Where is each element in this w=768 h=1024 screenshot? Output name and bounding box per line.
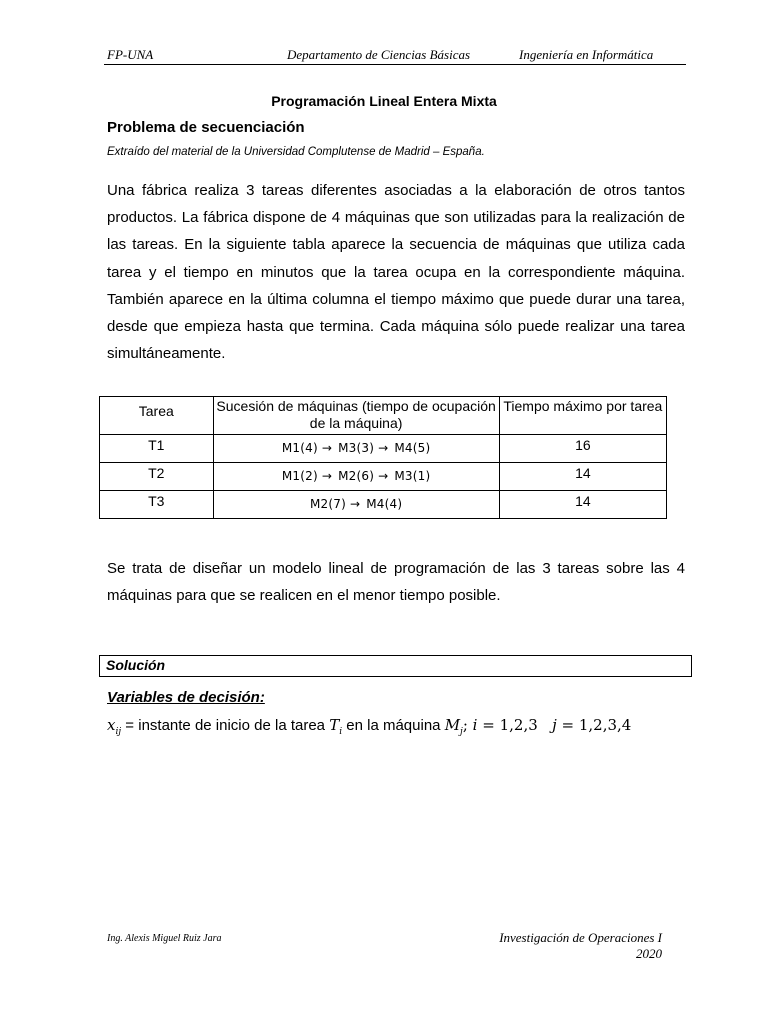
machine-sequence: M1(4) → M3(3) → M4(5) <box>281 441 431 455</box>
max-time-cell: 14 <box>499 491 666 519</box>
intro-line: desde que empieza hasta que termina. Cada máquina sólo puede realizar una tarea <box>107 317 685 335</box>
header-program: Ingeniería en Informática <box>519 47 654 62</box>
arrow-right-icon: → <box>321 441 333 455</box>
header-max-time: Tiempo máximo por tarea <box>499 397 666 435</box>
header-department: Departamento de Ciencias Básicas <box>287 47 471 62</box>
objective-line: máquinas para que se realicen en el menor tiempo posible. <box>107 587 501 605</box>
task-cell: T1 <box>100 435 214 463</box>
intro-line: tarea y el tiempo en minutos que la tarea ocupa en la correspondiente máquina. <box>107 263 685 281</box>
task-cell: T3 <box>100 491 214 519</box>
document-title: Programación Lineal Entera Mixta <box>271 93 497 109</box>
intro-paragraph <box>107 177 685 367</box>
objective-line: Se trata de diseñar un modelo lineal de programación de las 3 tareas sobre las 4 <box>107 560 685 577</box>
sequence-cell <box>213 491 499 519</box>
intro-line: Una fábrica realiza 3 tareas diferentes asociadas a la elaboración de otros tantos <box>107 182 685 199</box>
objective-paragraph <box>107 555 685 609</box>
arrow-right-icon: → <box>349 497 361 511</box>
solution-label: Solución <box>106 657 166 673</box>
footer-course <box>440 930 662 962</box>
footer-course-name: Investigación de Operaciones I <box>499 930 662 945</box>
machine-sequence: M2(7) → M4(4) <box>309 497 403 511</box>
header-sequence: Sucesión de máquinas (tiempo de ocupación de la máquina) <box>213 397 499 435</box>
arrow-right-icon: → <box>378 441 389 455</box>
sequence-cell <box>213 435 499 463</box>
variable-definition: $x_{ij}$ = instante de inicio de la tarea $T_i$ en la máquina $M_j$; i = 1,2,3 j = 1,2,3,4 <box>107 716 632 737</box>
header-institution: FP-UNA <box>107 47 154 62</box>
intro-line: También aparece en la última columna el tiempo máximo que puede durar una tarea, <box>107 290 685 308</box>
header-divider <box>104 64 686 65</box>
arrow-right-icon: → <box>378 469 389 483</box>
sequence-table <box>99 396 667 519</box>
max-time-cell: 16 <box>499 435 666 463</box>
table-row <box>100 435 667 463</box>
source-note: Extraído del material de la Universidad Complutense de Madrid – España. <box>107 146 485 158</box>
task-cell: T2 <box>100 463 214 491</box>
sequence-cell <box>213 463 499 491</box>
intro-line: las tareas. En la siguiente tabla aparece la secuencia de máquinas que utiliza cada <box>107 236 685 254</box>
variables-title: Variables de decisión: <box>107 689 265 706</box>
intro-line: simultáneamente. <box>107 345 226 363</box>
solution-box <box>99 655 692 677</box>
footer-author: Ing. Alexis Miguel Ruiz Jara <box>107 933 222 944</box>
table-row <box>100 463 667 491</box>
header-task: Tarea <box>100 397 214 435</box>
table-row <box>100 491 667 519</box>
intro-line: productos. La fábrica dispone de 4 máquinas que son utilizadas para la realización de <box>107 209 685 227</box>
problem-subtitle: Problema de secuenciación <box>107 119 305 136</box>
arrow-right-icon: → <box>321 469 333 483</box>
table-header-row <box>100 397 667 435</box>
max-time-cell: 14 <box>499 463 666 491</box>
machine-sequence: M1(2) → M2(6) → M3(1) <box>281 469 431 483</box>
footer-year: 2020 <box>636 946 662 961</box>
